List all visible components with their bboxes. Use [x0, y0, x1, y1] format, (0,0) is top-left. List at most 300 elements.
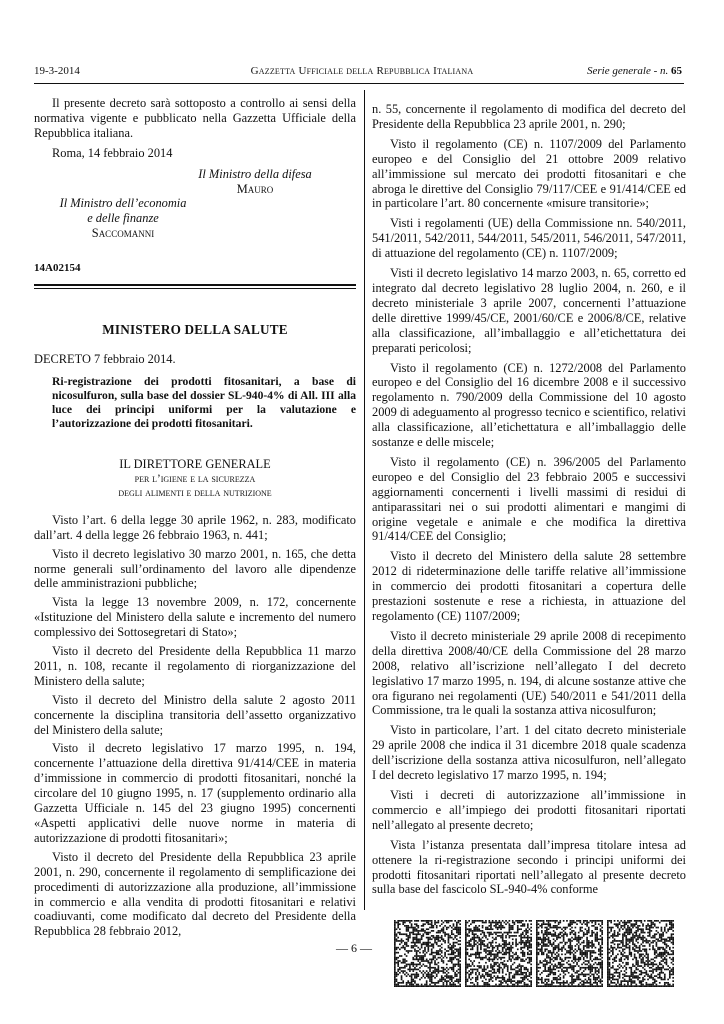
code-module	[576, 985, 578, 987]
code-module	[637, 927, 639, 929]
code-module	[586, 933, 588, 935]
code-module	[622, 974, 624, 976]
code-module	[593, 959, 595, 961]
code-module	[619, 977, 621, 979]
code-module	[561, 928, 563, 930]
code-module	[396, 952, 398, 954]
code-module	[416, 923, 418, 925]
code-module	[563, 937, 565, 939]
code-module	[510, 967, 512, 969]
code-module	[672, 967, 674, 969]
code-module	[591, 952, 593, 954]
code-module	[482, 980, 484, 982]
code-module	[563, 964, 565, 966]
code-module	[497, 965, 499, 967]
code-module	[601, 932, 603, 934]
code-module	[578, 938, 580, 940]
code-module	[509, 985, 511, 987]
code-module	[573, 979, 575, 981]
code-module	[549, 970, 551, 972]
code-module	[536, 964, 538, 966]
code-module	[406, 975, 408, 977]
code-module	[617, 979, 619, 981]
code-module	[639, 948, 641, 950]
code-module	[566, 942, 568, 944]
code-module	[593, 952, 595, 954]
code-module	[439, 932, 441, 934]
sig2-title-line2: e delle finanze	[87, 211, 159, 226]
code-module	[591, 974, 593, 976]
code-module	[610, 980, 612, 982]
code-module	[672, 923, 674, 925]
code-module	[672, 942, 674, 944]
code-module	[439, 980, 441, 982]
code-module	[671, 923, 673, 925]
code-module	[515, 959, 517, 961]
code-module	[619, 950, 621, 952]
code-module	[459, 940, 461, 942]
code-module	[548, 957, 550, 959]
code-module	[625, 980, 627, 982]
code-module	[561, 950, 563, 952]
code-module	[549, 985, 551, 987]
code-module	[429, 938, 431, 940]
code-module	[590, 942, 592, 944]
code-module	[586, 954, 588, 956]
code-module	[615, 970, 617, 972]
code-module	[465, 927, 467, 929]
code-module	[502, 957, 504, 959]
code-module	[473, 969, 475, 971]
code-module	[539, 962, 541, 964]
code-module	[598, 920, 600, 922]
code-module	[642, 985, 644, 987]
code-module	[656, 969, 658, 971]
code-module	[612, 935, 614, 937]
code-module	[419, 930, 421, 932]
code-module	[564, 954, 566, 956]
code-module	[666, 920, 668, 922]
code-module	[522, 959, 524, 961]
code-module	[529, 942, 531, 944]
code-module	[575, 932, 577, 934]
code-module	[607, 970, 609, 972]
code-module	[571, 982, 573, 984]
code-module	[646, 970, 648, 972]
code-module	[647, 979, 649, 981]
code-module	[536, 952, 538, 954]
code-module	[672, 972, 674, 974]
code-module	[510, 972, 512, 974]
code-module	[671, 925, 673, 927]
code-module	[585, 979, 587, 981]
code-module	[480, 985, 482, 987]
code-module	[661, 952, 663, 954]
code-module	[449, 979, 451, 981]
code-module	[657, 977, 659, 979]
code-module	[399, 928, 401, 930]
code-module	[412, 970, 414, 972]
code-module	[559, 965, 561, 967]
code-module	[417, 942, 419, 944]
code-module	[524, 930, 526, 932]
code-module	[607, 974, 609, 976]
code-module	[433, 935, 435, 937]
code-module	[459, 948, 461, 950]
code-module	[614, 938, 616, 940]
code-module	[615, 948, 617, 950]
code-module	[588, 950, 590, 952]
code-module	[431, 927, 433, 929]
code-module	[478, 957, 480, 959]
code-module	[570, 964, 572, 966]
code-module	[662, 952, 664, 954]
code-module	[635, 960, 637, 962]
code-module	[614, 975, 616, 977]
code-module	[394, 947, 396, 949]
code-module	[475, 933, 477, 935]
code-module	[487, 974, 489, 976]
code-module	[561, 969, 563, 971]
code-module	[411, 950, 413, 952]
code-module	[553, 974, 555, 976]
code-module	[512, 957, 514, 959]
code-module	[475, 957, 477, 959]
code-module	[585, 985, 587, 987]
code-module	[454, 945, 456, 947]
code-module	[549, 940, 551, 942]
code-module	[598, 954, 600, 956]
code-module	[505, 952, 507, 954]
code-module	[451, 957, 453, 959]
code-module	[499, 977, 501, 979]
code-module	[549, 950, 551, 952]
code-module	[595, 969, 597, 971]
code-module	[607, 965, 609, 967]
code-module	[436, 922, 438, 924]
code-module	[394, 938, 396, 940]
code-module	[664, 959, 666, 961]
code-module	[639, 980, 641, 982]
code-module	[651, 959, 653, 961]
code-module	[483, 933, 485, 935]
code-module	[404, 922, 406, 924]
code-module	[548, 979, 550, 981]
code-module	[446, 970, 448, 972]
code-module	[468, 974, 470, 976]
code-module	[426, 932, 428, 934]
code-module	[586, 930, 588, 932]
code-module	[656, 980, 658, 982]
code-module	[429, 977, 431, 979]
code-module	[402, 922, 404, 924]
code-module	[546, 975, 548, 977]
code-module	[495, 923, 497, 925]
code-module	[422, 950, 424, 952]
code-module	[509, 954, 511, 956]
code-module	[591, 925, 593, 927]
code-module	[459, 930, 461, 932]
code-module	[416, 938, 418, 940]
code-module	[449, 967, 451, 969]
code-module	[522, 960, 524, 962]
code-module	[551, 952, 553, 954]
code-module	[512, 942, 514, 944]
code-module	[434, 985, 436, 987]
code-module	[431, 948, 433, 950]
code-module	[617, 932, 619, 934]
code-module	[519, 965, 521, 967]
code-module	[558, 922, 560, 924]
code-module	[492, 960, 494, 962]
code-module	[619, 923, 621, 925]
code-module	[438, 967, 440, 969]
code-module	[458, 969, 460, 971]
code-module	[672, 964, 674, 966]
code-module	[593, 975, 595, 977]
code-module	[416, 933, 418, 935]
code-module	[453, 970, 455, 972]
code-module	[598, 950, 600, 952]
code-module	[416, 950, 418, 952]
code-module	[583, 922, 585, 924]
code-module	[564, 970, 566, 972]
code-module	[563, 984, 565, 986]
code-module	[396, 938, 398, 940]
code-module	[630, 972, 632, 974]
code-module	[515, 938, 517, 940]
separator-thick	[34, 284, 356, 286]
code-module	[600, 962, 602, 964]
code-module	[553, 952, 555, 954]
code-module	[629, 954, 631, 956]
code-module	[530, 980, 532, 982]
code-module	[524, 985, 526, 987]
code-module	[607, 922, 609, 924]
code-module	[428, 933, 430, 935]
code-module	[520, 920, 522, 922]
code-module	[649, 932, 651, 934]
code-module	[629, 950, 631, 952]
code-module	[639, 925, 641, 927]
code-module	[593, 967, 595, 969]
code-module	[512, 920, 514, 922]
code-module	[475, 940, 477, 942]
code-module	[637, 938, 639, 940]
code-module	[524, 923, 526, 925]
code-module	[554, 965, 556, 967]
code-module	[546, 928, 548, 930]
code-module	[578, 970, 580, 972]
code-module	[411, 927, 413, 929]
code-module	[561, 932, 563, 934]
code-module	[421, 938, 423, 940]
code-module	[434, 970, 436, 972]
code-module	[505, 974, 507, 976]
code-module	[642, 930, 644, 932]
code-module	[646, 950, 648, 952]
code-module	[591, 960, 593, 962]
code-module	[453, 942, 455, 944]
code-module	[417, 974, 419, 976]
code-module	[500, 980, 502, 982]
code-module	[612, 927, 614, 929]
code-module	[546, 985, 548, 987]
code-module	[444, 969, 446, 971]
code-module	[614, 923, 616, 925]
code-module	[448, 950, 450, 952]
code-module	[490, 974, 492, 976]
code-module	[446, 927, 448, 929]
code-module	[396, 933, 398, 935]
code-module	[566, 970, 568, 972]
code-module	[669, 957, 671, 959]
code-module	[524, 960, 526, 962]
code-module	[644, 937, 646, 939]
code-module	[566, 957, 568, 959]
code-module	[649, 945, 651, 947]
code-module	[499, 920, 501, 922]
code-module	[601, 962, 603, 964]
code-module	[412, 965, 414, 967]
code-module	[500, 959, 502, 961]
code-module	[553, 972, 555, 974]
code-module	[546, 932, 548, 934]
code-module	[570, 985, 572, 987]
code-module	[409, 933, 411, 935]
code-module	[483, 945, 485, 947]
code-module	[614, 932, 616, 934]
code-module	[520, 942, 522, 944]
code-module	[583, 932, 585, 934]
code-module	[446, 980, 448, 982]
code-module	[541, 980, 543, 982]
code-module	[588, 985, 590, 987]
code-module	[546, 935, 548, 937]
code-module	[538, 982, 540, 984]
code-module	[529, 937, 531, 939]
code-module	[505, 920, 507, 922]
code-module	[546, 933, 548, 935]
code-module	[504, 964, 506, 966]
code-module	[514, 922, 516, 924]
code-module	[417, 984, 419, 986]
code-module	[634, 954, 636, 956]
code-module	[564, 927, 566, 929]
code-module	[541, 977, 543, 979]
code-module	[419, 959, 421, 961]
code-module	[416, 964, 418, 966]
code-module	[651, 937, 653, 939]
code-module	[642, 942, 644, 944]
code-module	[558, 962, 560, 964]
code-module	[536, 980, 538, 982]
code-module	[566, 920, 568, 922]
code-module	[564, 948, 566, 950]
code-module	[652, 962, 654, 964]
code-module	[632, 977, 634, 979]
code-module	[407, 938, 409, 940]
code-module	[480, 977, 482, 979]
code-module	[612, 959, 614, 961]
code-module	[487, 947, 489, 949]
code-module	[585, 928, 587, 930]
code-module	[475, 955, 477, 957]
code-module	[477, 975, 479, 977]
code-module	[459, 964, 461, 966]
code-module	[647, 974, 649, 976]
code-module	[558, 935, 560, 937]
code-module	[647, 975, 649, 977]
code-module	[629, 930, 631, 932]
code-module	[642, 940, 644, 942]
code-module	[559, 920, 561, 922]
code-module	[488, 957, 490, 959]
code-module	[672, 940, 674, 942]
code-module	[488, 974, 490, 976]
code-module	[394, 950, 396, 952]
code-module	[627, 920, 629, 922]
code-module	[556, 935, 558, 937]
code-module	[434, 942, 436, 944]
code-module	[607, 928, 609, 930]
code-module	[647, 962, 649, 964]
code-module	[630, 930, 632, 932]
code-module	[417, 950, 419, 952]
code-module	[509, 975, 511, 977]
code-module	[656, 967, 658, 969]
code-module	[634, 975, 636, 977]
code-module	[586, 922, 588, 924]
code-module	[485, 955, 487, 957]
code-module	[411, 969, 413, 971]
code-module	[467, 942, 469, 944]
code-module	[578, 940, 580, 942]
code-module	[637, 925, 639, 927]
code-module	[517, 974, 519, 976]
code-module	[477, 969, 479, 971]
code-module	[641, 920, 643, 922]
code-module	[522, 920, 524, 922]
code-module	[467, 980, 469, 982]
code-module	[571, 948, 573, 950]
code-module	[441, 955, 443, 957]
code-module	[492, 950, 494, 952]
code-module	[492, 980, 494, 982]
code-module	[617, 980, 619, 982]
code-module	[406, 925, 408, 927]
code-module	[436, 938, 438, 940]
code-module	[630, 955, 632, 957]
code-module	[438, 935, 440, 937]
code-module	[627, 955, 629, 957]
code-module	[576, 959, 578, 961]
code-module	[472, 954, 474, 956]
code-module	[571, 920, 573, 922]
code-module	[493, 932, 495, 934]
code-module	[596, 985, 598, 987]
code-module	[458, 920, 460, 922]
code-module	[399, 967, 401, 969]
code-module	[428, 938, 430, 940]
code-module	[510, 928, 512, 930]
code-module	[524, 984, 526, 986]
code-module	[524, 972, 526, 974]
code-module	[490, 932, 492, 934]
code-module	[617, 954, 619, 956]
code-module	[414, 928, 416, 930]
code-module	[541, 979, 543, 981]
